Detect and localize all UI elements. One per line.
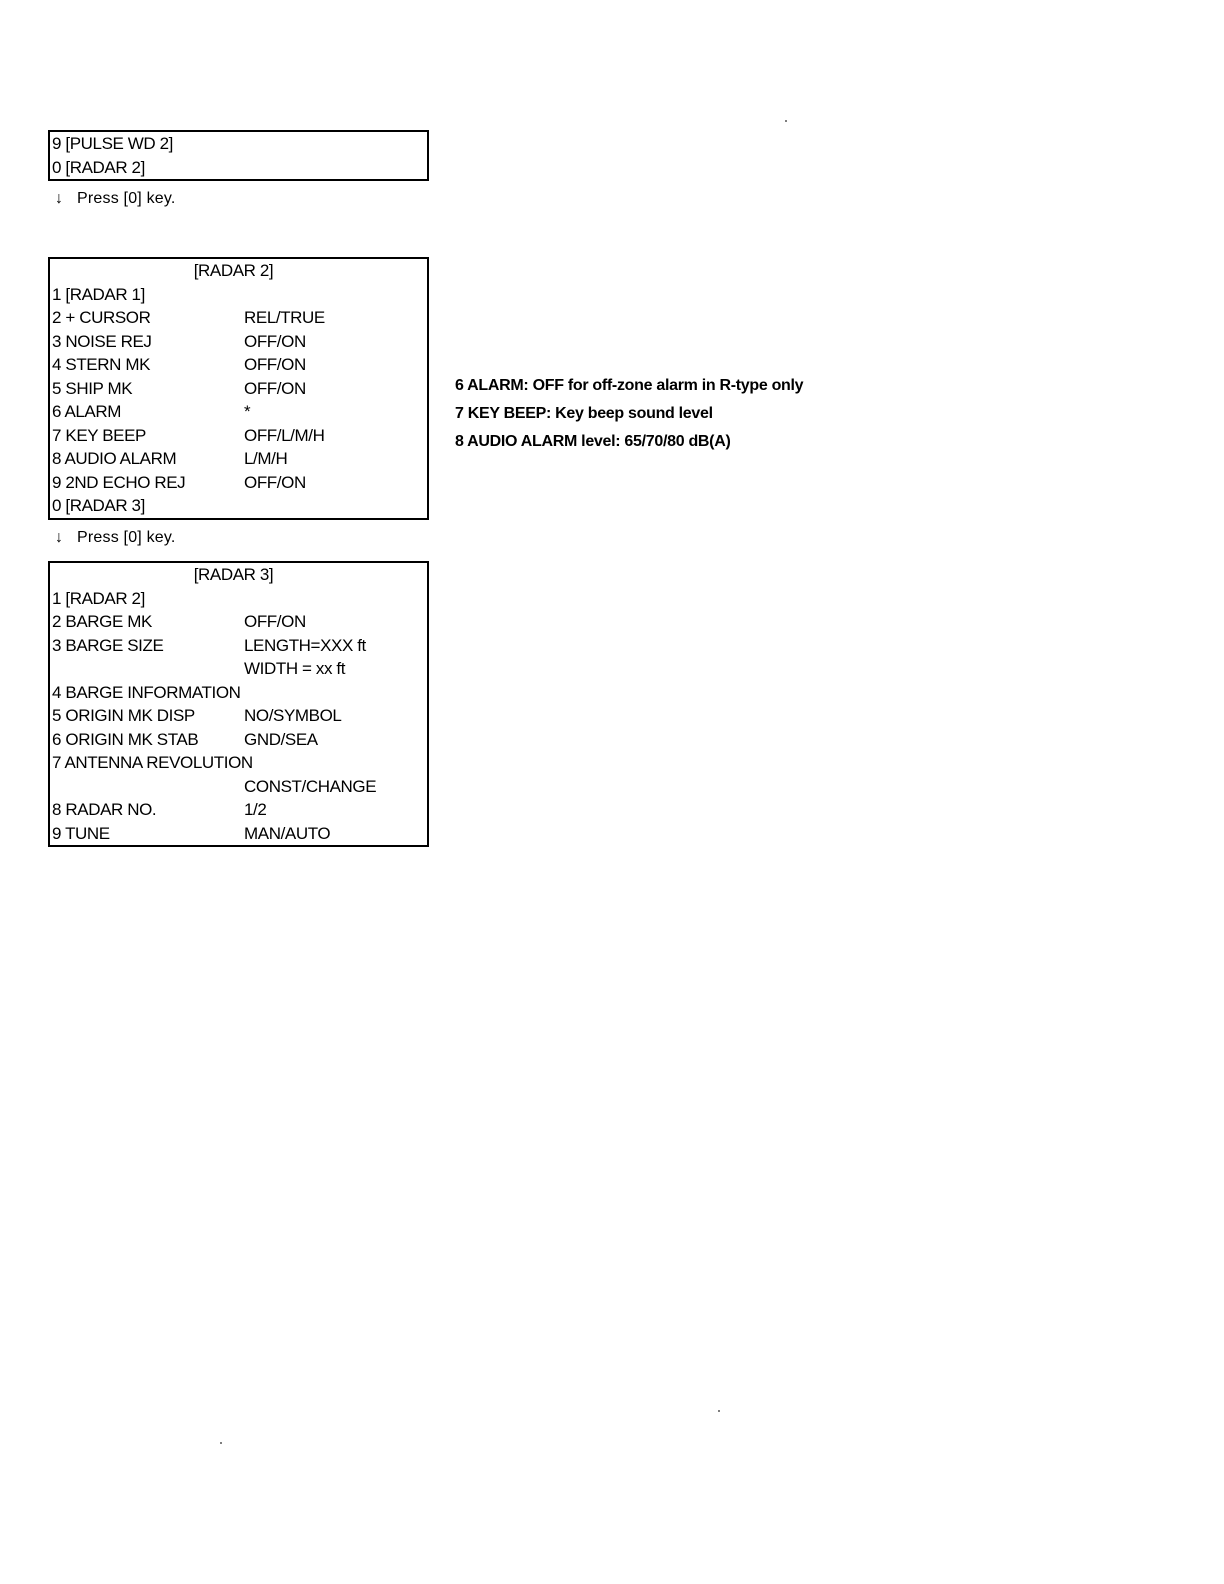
menu-item: [50, 610, 427, 634]
menu-item-label: 1 [RADAR 1]: [52, 284, 145, 304]
press-key-text: Press [0] key.: [77, 529, 176, 546]
menu-item: [50, 587, 427, 611]
down-arrow-icon: ↓: [55, 190, 64, 207]
menu-item: [50, 283, 427, 307]
menu-item-value: OFF/ON: [244, 331, 306, 351]
menu-item: [50, 798, 427, 822]
menu-item-value: OFF/ON: [244, 612, 306, 631]
menu-item-label: 0 [RADAR 2]: [52, 157, 145, 177]
menu-item-label: 2 BARGE MK: [52, 612, 152, 631]
menu-item: [50, 775, 427, 799]
menu-item-value: OFF/L/M/H: [244, 425, 325, 445]
menu-item-label: 7 ANTENNA REVOLUTION: [52, 753, 253, 772]
menu-item: [50, 681, 427, 705]
menu-item: [50, 822, 427, 846]
menu-item: [50, 400, 427, 424]
scan-speck: [785, 120, 787, 122]
menu-item: [50, 377, 427, 401]
menu-notes: [455, 372, 803, 456]
menu-item-pulse-wd-2: [50, 132, 427, 156]
menu-item: [50, 634, 427, 658]
menu-item-label: 6 ORIGIN MK STAB: [52, 729, 199, 749]
menu-radar3-box: [48, 561, 429, 847]
menu-title: [RADAR 2]: [193, 261, 274, 280]
menu-item-label: 4 BARGE INFORMATION: [52, 682, 241, 702]
menu-item-label: 5 SHIP MK: [52, 378, 133, 398]
menu-item: [50, 728, 427, 752]
menu-item-label: 8 AUDIO ALARM: [52, 449, 177, 468]
menu-item: [50, 494, 427, 518]
menu-top-box: [48, 130, 429, 181]
menu-item-value: MAN/AUTO: [244, 823, 331, 843]
down-arrow-icon: ↓: [55, 529, 64, 546]
menu-item-label: 9 2ND ECHO REJ: [52, 472, 186, 492]
menu-item-label: 4 STERN MK: [52, 355, 151, 374]
menu-item-label: 3 NOISE REJ: [52, 331, 152, 351]
menu-item: [50, 704, 427, 728]
menu-item-label: 2 + CURSOR: [52, 308, 151, 327]
menu-item-value: OFF/ON: [244, 472, 306, 492]
note-alarm: 6 ALARM: OFF for off-zone alarm in R-type only: [455, 377, 804, 394]
menu-item: [50, 471, 427, 495]
menu-title: [RADAR 3]: [193, 565, 274, 584]
menu-item: [50, 306, 427, 330]
menu-item-value: OFF/ON: [244, 355, 306, 374]
menu-item: [50, 751, 427, 775]
menu-item-value: WIDTH = xx ft: [244, 659, 346, 678]
menu-item-value: *: [244, 402, 251, 421]
menu-item-value: 1/2: [244, 800, 267, 819]
menu-item-value: GND/SEA: [244, 729, 318, 749]
press-key-note-1: [55, 190, 176, 208]
note-key-beep: 7 KEY BEEP: Key beep sound level: [455, 405, 713, 422]
scan-speck: [718, 1410, 720, 1412]
menu-item: [50, 353, 427, 377]
menu-item-radar-2: [50, 156, 427, 180]
menu-item-value: CONST/CHANGE: [244, 776, 377, 796]
press-key-text: Press [0] key.: [77, 190, 176, 207]
menu-item-label: 8 RADAR NO.: [52, 800, 157, 819]
scan-speck: [220, 1442, 222, 1444]
menu-item-label: 5 ORIGIN MK DISP: [52, 706, 195, 725]
press-key-note-2: [55, 529, 176, 547]
menu-item-label: 1 [RADAR 2]: [52, 588, 145, 608]
menu-item: [50, 657, 427, 681]
menu-item-label: 6 ALARM: [52, 402, 122, 421]
menu-item-value: REL/TRUE: [244, 308, 325, 327]
menu-item-label: 9 TUNE: [52, 823, 110, 843]
menu-item-value: LENGTH=XXX ft: [244, 635, 366, 655]
menu-item-value: L/M/H: [244, 449, 288, 468]
menu-item-value: OFF/ON: [244, 378, 306, 398]
menu-item-label: 7 KEY BEEP: [52, 425, 146, 445]
menu-item-label: 0 [RADAR 3]: [52, 496, 145, 515]
menu-radar2-box: [48, 257, 429, 520]
menu-item: [50, 447, 427, 471]
menu-item-label: 9 [PULSE WD 2]: [52, 134, 173, 153]
menu-item: [50, 424, 427, 448]
menu-item-value: NO/SYMBOL: [244, 706, 342, 725]
menu-item-label: 3 BARGE SIZE: [52, 635, 164, 655]
note-audio-alarm: 8 AUDIO ALARM level: 65/70/80 dB(A): [455, 433, 731, 450]
menu-item: [50, 330, 427, 354]
